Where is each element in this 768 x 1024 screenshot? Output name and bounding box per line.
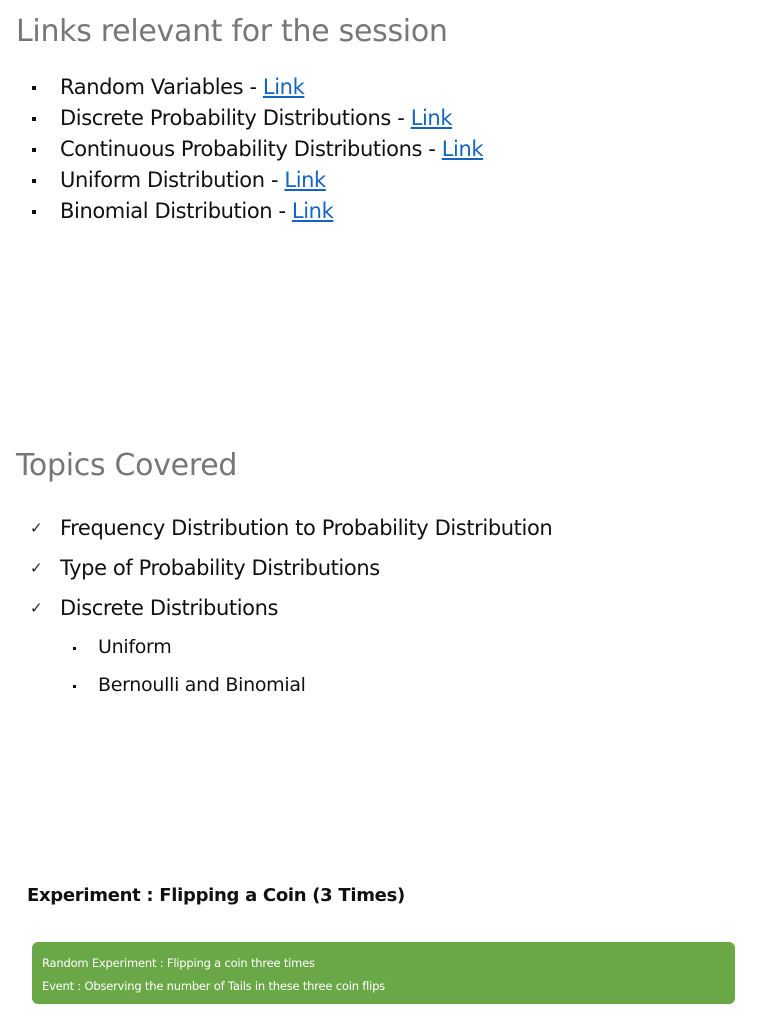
list-item [30, 508, 552, 548]
square-bullet-icon [32, 86, 36, 90]
topics-list [30, 508, 552, 628]
link-item-label: Uniform Distribution - [60, 168, 285, 192]
link-item-label: Random Variables - [60, 75, 263, 99]
check-icon: ✓ [30, 599, 43, 617]
topic-label: Discrete Distributions [60, 596, 279, 620]
topics-heading: Topics Covered [16, 448, 238, 483]
links-heading: Links relevant for the session [16, 14, 448, 49]
square-bullet-icon [32, 179, 36, 183]
continuous-distributions-link[interactable]: Link [441, 137, 484, 161]
link-item-label: Binomial Distribution - [60, 199, 292, 223]
check-icon: ✓ [30, 519, 43, 537]
event-line: Event : Observing the number of Tails in these three coin flips [42, 979, 385, 993]
discrete-distributions-link[interactable]: Link [410, 106, 453, 130]
list-item [30, 196, 483, 227]
uniform-distribution-link[interactable]: Link [284, 168, 326, 192]
check-icon: ✓ [30, 559, 43, 577]
subtopic-label: Bernoulli and Binomial [98, 674, 306, 696]
subtopic-label: Uniform [98, 636, 172, 658]
links-list [30, 72, 483, 227]
square-bullet-icon [32, 148, 36, 152]
topic-label: Frequency Distribution to Probability Distribution [60, 516, 553, 540]
link-item-label: Discrete Probability Distributions - [60, 106, 411, 130]
square-bullet-icon [73, 647, 76, 650]
square-bullet-icon [73, 685, 76, 688]
topic-label: Type of Probability Distributions [60, 556, 380, 580]
random-experiment-line: Random Experiment : Flipping a coin three times [42, 956, 315, 970]
experiment-callout [32, 942, 735, 1004]
list-item [72, 628, 306, 666]
list-item [30, 134, 483, 165]
list-item [30, 72, 483, 103]
random-variables-link[interactable]: Link [262, 75, 305, 99]
list-item [30, 588, 552, 628]
list-item [30, 548, 552, 588]
experiment-title: Experiment : Flipping a Coin (3 Times) [27, 885, 405, 906]
list-item [72, 666, 306, 704]
square-bullet-icon [32, 117, 36, 121]
list-item [30, 103, 483, 134]
list-item [30, 165, 483, 196]
binomial-distribution-link[interactable]: Link [291, 199, 334, 223]
square-bullet-icon [32, 210, 36, 214]
discrete-subtopics-list [72, 628, 306, 704]
link-item-label: Continuous Probability Distributions - [60, 137, 442, 161]
